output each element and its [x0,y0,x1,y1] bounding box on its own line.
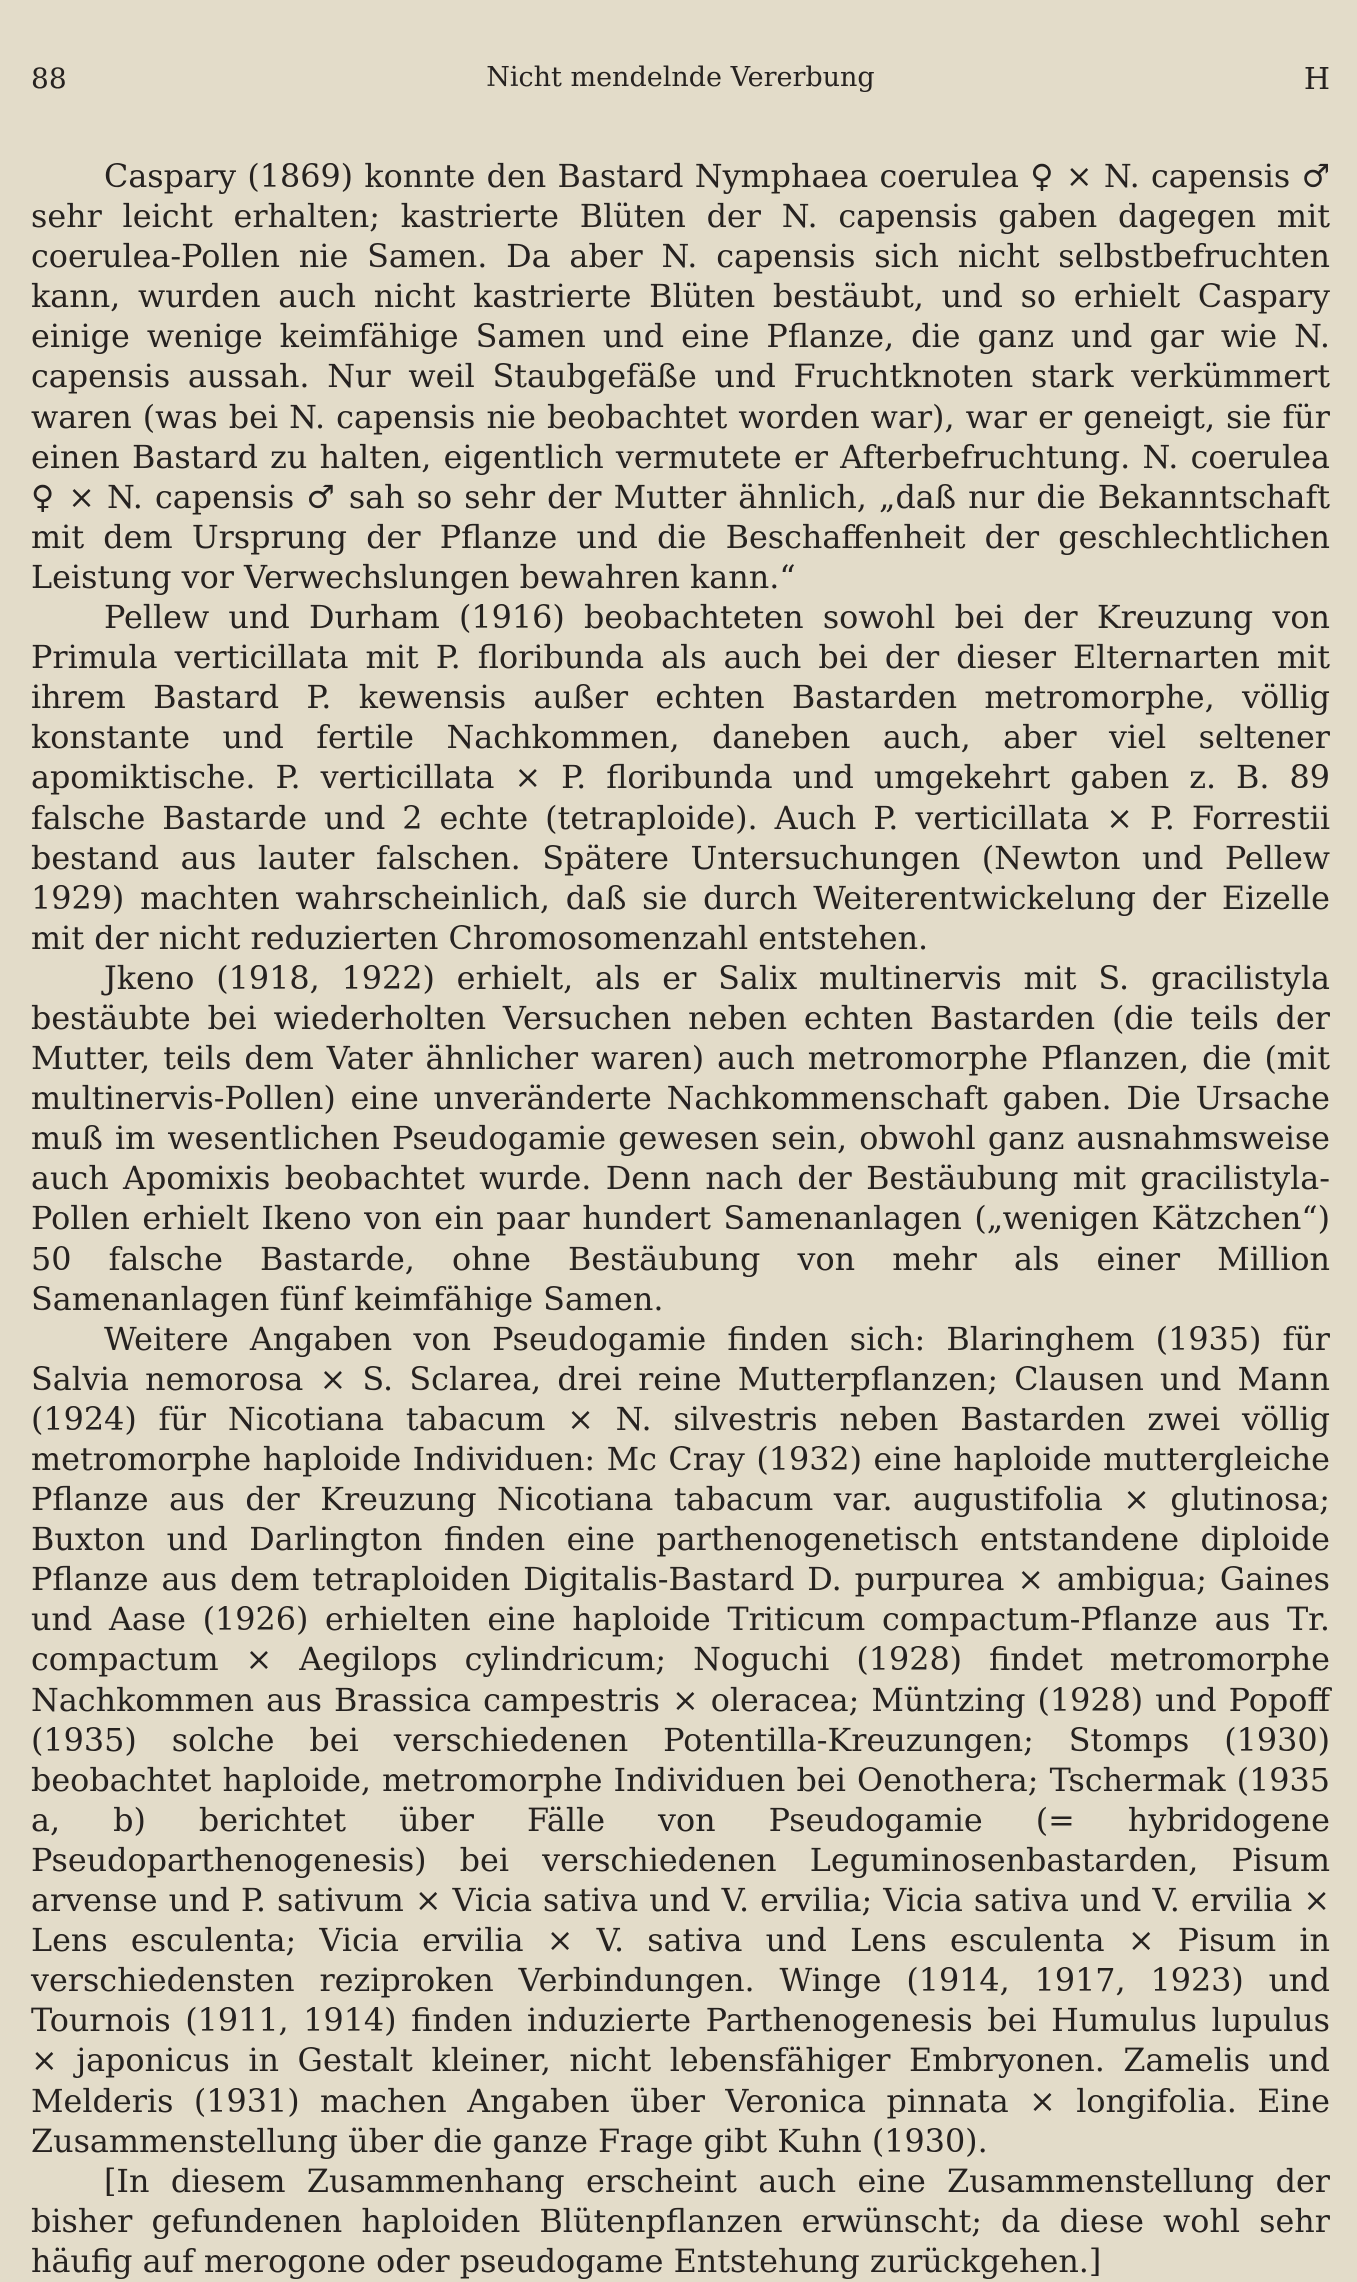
running-title: Nicht mendelnde Vererbung [486,62,875,93]
section-letter: H [1303,62,1330,97]
paragraph-pellew-durham: Pellew und Durham (1916) beobachteten sowohl bei der Kreuzung von Primula verticillata mit P. floribunda als auch bei der dieser Elternarten mit ihrem Bastard P. kewensis außer echten Bastarden metromorphe, völlig konstante und fertile Nachkommen, daneben auch, aber viel seltener apomiktische. P. verticillata × P. floribunda und umgekehrt gaben z. B. 89 falsche Bastarde und 2 echte (tetraploide). Auch P. verticillata × P. Forrestii bestand aus lauter falschen. Spätere Untersuchungen (Newton und Pellew 1929) machten wahrscheinlich, daß sie durch Weiterentwickelung der Eizelle mit der nicht reduzierten Chromosomenzahl entstehen. [31,599,1330,957]
running-head [31,62,1330,106]
paragraph-bracket-note: [In diesem Zusammenhang erscheint auch eine Zusammenstellung der bisher gefundenen haploiden Blütenpflanzen erwünscht; da diese wohl sehr häufig auf merogone oder pseudogame Entstehung zurückgehen.] [31,2162,1330,2280]
paragraph-pseudogamie-angaben: Weitere Angaben von Pseudogamie finden sich: Blaringhem (1935) für Salvia nemorosa × S. Sclarea, drei reine Mutterpflanzen; Clausen und Mann (1924) für Nicotiana tabacum × N. silvestris neben Bastarden zwei völlig metromorphe haploide Individuen: Mc Cray (1932) eine haploide muttergleiche Pflanze aus der Kreuzung Nicotiana tabacum var. augustifolia × glutinosa; Buxton und Darlington finden eine parthenogenetisch entstandene diploide Pflanze aus dem tetraploiden Digitalis-Bastard D. purpurea × ambigua; Gaines und Aase (1926) erhielten eine haploide Triticum compactum-Pflanze aus Tr. compactum × Aegilops cylindricum; Noguchi (1928) findet metromorphe Nachkommen aus Brassica campestris × oleracea; Müntzing (1928) und Popoff (1935) solche bei verschiedenen Potentilla-Kreuzungen; Stomps (1930) beobachtet haploide, metromorphe Individuen bei Oenothera; Tschermak (1935 a, b) berichtet über Fälle von Pseudogamie (= hybridogene Pseudoparthenogenesis) bei verschiedenen Leguminosenbastarden, Pisum arvense und P. sativum × Vicia sativa und V. ervilia; Vicia sativa und V. ervilia × Lens esculenta; Vicia ervilia × V. sativa und Lens esculenta × Pisum in verschiedensten reziproken Verbindungen. Winge (1914, 1917, 1923) und Tournois (1911, 1914) finden induzierte Parthenogenesis bei Humulus lupulus × japonicus in Gestalt kleiner, nicht lebensfähiger Embryonen. Zamelis und Melderis (1931) machen Angaben über Veronica pinnata × longifolia. Eine Zusammenstellung über die ganze Frage gibt Kuhn (1930). [31,1320,1330,2160]
paragraph-ikeno: Jkeno (1918, 1922) erhielt, als er Salix multinervis mit S. gracilistyla bestäubte bei wiederholten Versuchen neben echten Bastarden (die teils der Mutter, teils dem Vater ähnlicher waren) auch metromorphe Pflanzen, die (mit multinervis-Pollen) eine unveränderte Nachkommenschaft gaben. Die Ursache muß im wesentlichen Pseudogamie gewesen sein, obwohl ganz ausnahmsweise auch Apomixis beobachtet wurde. Denn nach der Bestäubung mit gracilistyla-Pollen erhielt Ikeno von ein paar hundert Samenanlagen („wenigen Kätzchen“) 50 falsche Bastarde, ohne Bestäubung von mehr als einer Million Samenanlagen fünf keimfähige Samen. [31,959,1330,1318]
paragraph-caspary: Caspary (1869) konnte den Bastard Nymphaea coerulea ♀ × N. capensis ♂ sehr leicht erhalten; kastrierte Blüten der N. capensis gaben dagegen mit coerulea-Pollen nie Samen. Da aber N. capensis sich nicht selbstbefruchten kann, wurden auch nicht kastrierte Blüten bestäubt, und so erhielt Caspary einige wenige keimfähige Samen und eine Pflanze, die ganz und gar wie N. capensis aussah. Nur weil Staubgefäße und Fruchtknoten stark verkümmert waren (was bei N. capensis nie beobachtet worden war), war er geneigt, sie für einen Bastard zu halten, eigentlich vermutete er Afterbefruchtung. N. coerulea ♀ × N. capensis ♂ sah so sehr der Mutter ähnlich, „daß nur die Bekanntschaft mit dem Ursprung der Pflanze und die Beschaffenheit der geschlechtlichen Leistung vor Verwechslungen bewahren kann.“ [31,158,1330,596]
page-number: 88 [31,62,67,95]
body-text [31,157,1330,2282]
